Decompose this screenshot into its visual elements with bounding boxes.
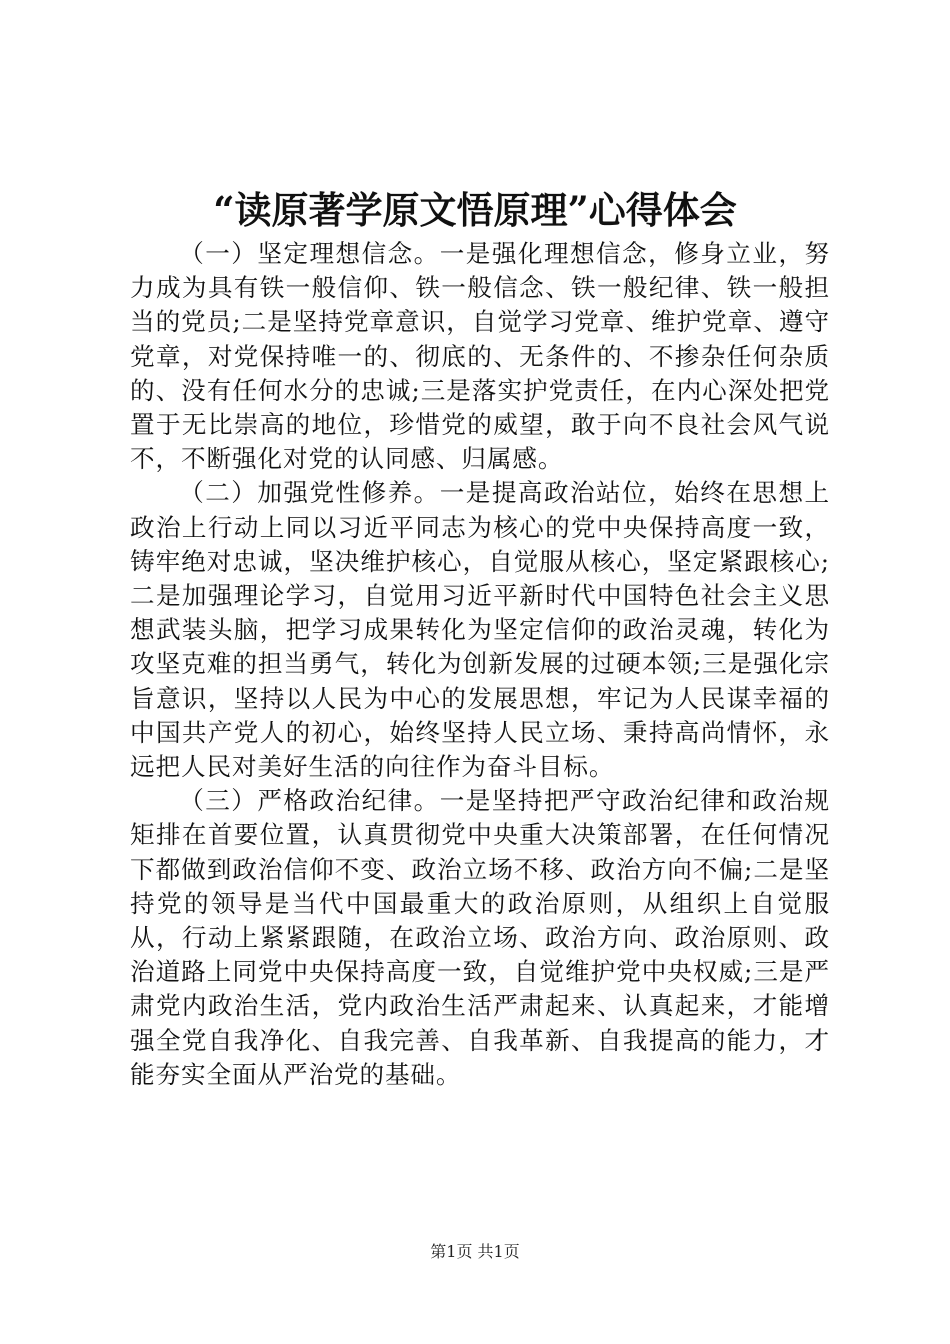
paragraph-3: （三）严格政治纪律。一是坚持把严守政治纪律和政治规矩排在首要位置，认真贯彻党中央重大决策部署，在任何情况下都做到政治信仰不变、政治立场不移、政治方向不偏;二是坚持党的领导是当代中国最重大的政治原则，从组织上自觉服从，行动上紧紧跟随，在政治立场、政治方向、政治原则、政治道路上同党中央保持高度一致，自觉维护党中央权威;三是严肃党内政治生活，党内政治生活严肃起来、认真起来，才能增强全党自我净化、自我完善、自我革新、自我提高的能力，才能夯实全面从严治党的基础。 [130, 786, 830, 1089]
page-number-footer: 第1页 共1页 [430, 1242, 520, 1261]
document-title: “读原著学原文悟原理”心得体会 [213, 188, 737, 232]
paragraph-2: （二）加强党性修养。一是提高政治站位，始终在思想上政治上行动上同以习近平同志为核心的党中央保持高度一致，铸牢绝对忠诚，坚决维护核心，自觉服从核心，坚定紧跟核心;二是加强理论学习，自觉用习近平新时代中国特色社会主义思想武装头脑，把学习成果转化为坚定信仰的政治灵魂，转化为攻坚克难的担当勇气，转化为创新发展的过硬本领;三是强化宗旨意识，坚持以人民为中心的发展思想，牢记为人民谋幸福的中国共产党人的初心，始终坚持人民立场、秉持高尚情怀，永远把人民对美好生活的向往作为奋斗目标。 [130, 478, 830, 782]
paragraph-1: （一）坚定理想信念。一是强化理想信念，修身立业，努力成为具有铁一般信仰、铁一般信念、铁一般纪律、铁一般担当的党员;二是坚持党章意识，自觉学习党章、维护党章、遵守党章，对党保持唯一的、彻底的、无条件的、不掺杂任何杂质的、没有任何水分的忠诚;三是落实护党责任，在内心深处把党置于无比崇高的地位，珍惜党的威望，敢于向不良社会风气说不，不断强化对党的认同感、归属感。 [130, 239, 830, 474]
document-body [130, 237, 830, 1092]
